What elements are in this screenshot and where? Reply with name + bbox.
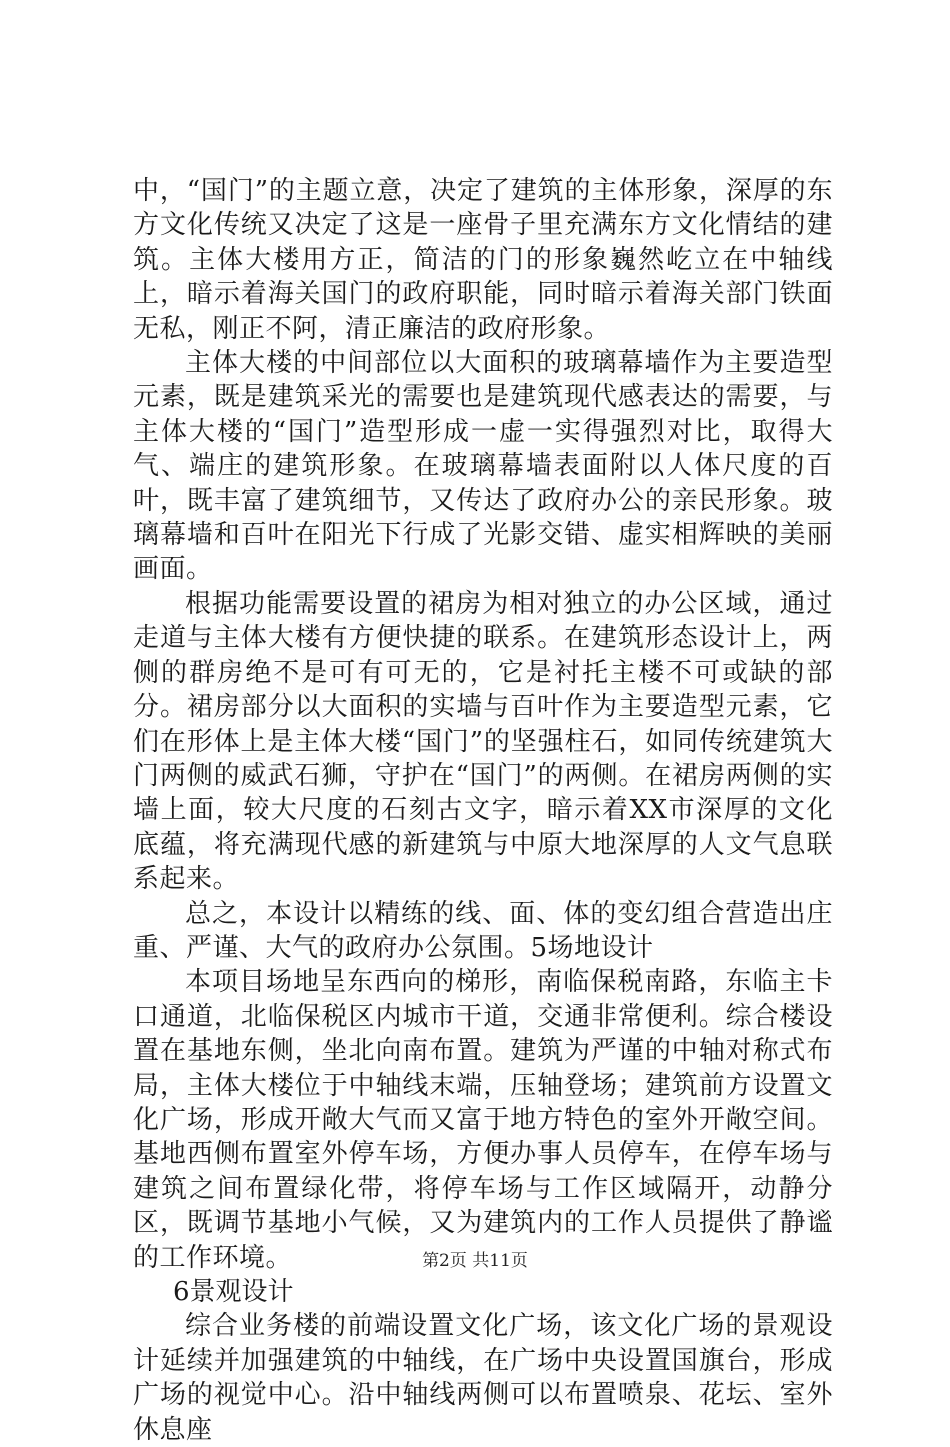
- paragraph-site-design: 本项目场地呈东西向的梯形，南临保税南路，东临主卡口通道，北临保税区内城市干道，交通非常便利。综合楼设置在基地东侧，坐北向南布置。建筑为严谨的中轴对称式布局，主体大楼位于中轴线末端，压轴登场；建筑前方设置文化广场，形成开敞大气而又富于地方特色的室外开敞空间。基地西侧布置室外停车场，方便办事人员停车，在停车场与建筑之间布置绿化带，将停车场与工作区域隔开，动静分区，既调节基地小气候，又为建筑内的工作人员提供了静谧的工作环境。: [133, 967, 833, 1273]
- paragraph-landscape-design: 综合业务楼的前端设置文化广场，该文化广场的景观设计延续并加强建筑的中轴线，在广场中央设置国旗台，形成广场的视觉中心。沿中轴线两侧可以布置喷泉、花坛、室外休息座: [133, 1311, 833, 1445]
- section-heading-landscape: 6景观设计: [173, 1277, 294, 1307]
- paragraph-national-gate-theme: 中，“国门”的主题立意，决定了建筑的主体形象，深厚的东方文化传统又决定了这是一座骨子里充满东方文化情结的建筑。主体大楼用方正，简洁的门的形象巍然屹立在中轴线上，暗示着海关国门的政府职能，同时暗示着海关部门铁面无私，刚正不阿，清正廉洁的政府形象。: [133, 176, 833, 344]
- paragraph-podium-design: 根据功能需要设置的裙房为相对独立的办公区域，通过走道与主体大楼有方便快捷的联系。在建筑形态设计上，两侧的群房绝不是可有可无的，它是衬托主楼不可或缺的部分。裙房部分以大面积的实墙与百叶作为主要造型元素，它们在形体上是主体大楼“国门”的坚强柱石，如同传统建筑大门两侧的威武石狮，守护在“国门”的两侧。在裙房两侧的实墙上面，较大尺度的石刻古文字，暗示着XX市深厚的文化底蕴，将充满现代感的新建筑与中原大地深厚的人文气息联系起来。: [133, 588, 833, 895]
- page-number-footer: 第2页 共11页: [422, 1251, 528, 1271]
- paragraph-glass-curtain-wall: 主体大楼的中间部位以大面积的玻璃幕墙作为主要造型元素，既是建筑采光的需要也是建筑现代感表达的需要，与主体大楼的“国门”造型形成一虚一实得强烈对比，取得大气、端庄的建筑形象。在玻璃幕墙表面附以人体尺度的百叶，既丰富了建筑细节，又传达了政府办公的亲民形象。玻璃幕墙和百叶在阳光下行成了光影交错、虚实相辉映的美丽画面。: [133, 348, 833, 585]
- paragraph-summary: 总之，本设计以精练的线、面、体的变幻组合营造出庄重、严谨、大气的政府办公氛围。5场地设计: [133, 898, 833, 963]
